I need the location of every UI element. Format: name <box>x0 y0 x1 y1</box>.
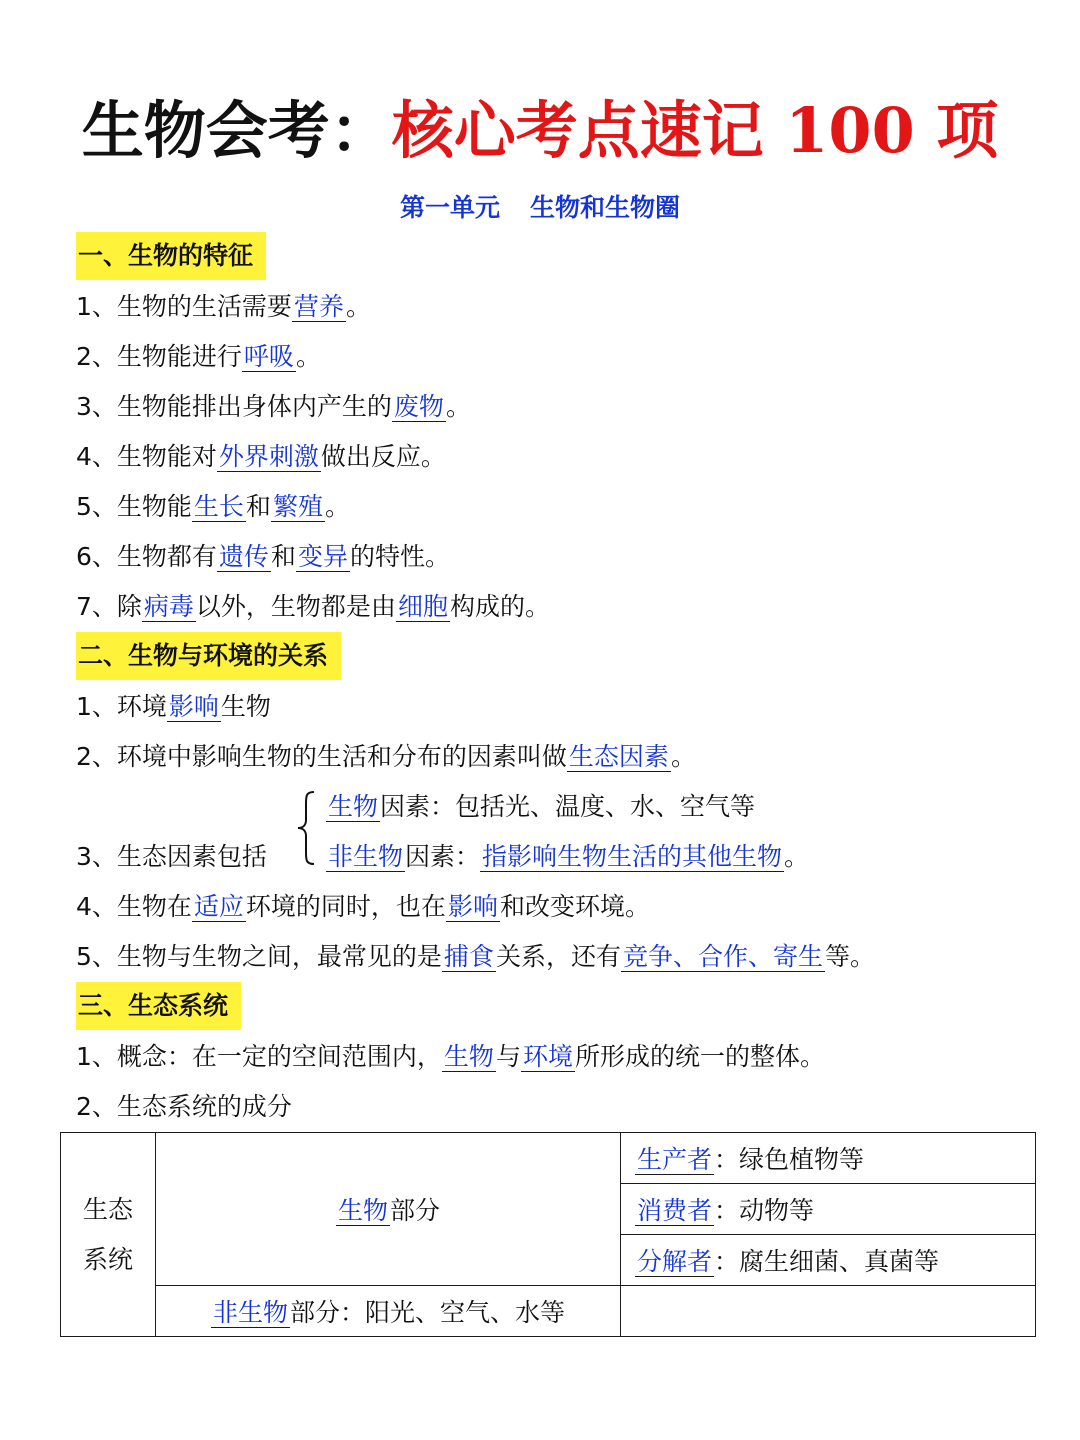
keyword: 遗传 <box>218 542 269 571</box>
s2-item-3-abio: 非生物因素：指影响生物生活的其他生物。 <box>328 842 810 871</box>
s2-item-2: 2、环境中影响生物的生活和分布的因素叫做生态因素。 <box>76 742 696 771</box>
empty-cell <box>621 1286 1036 1337</box>
section-heading-characteristics: 一、生物的特征 <box>76 232 266 280</box>
keyword: 生物 <box>328 792 379 821</box>
curly-brace-icon <box>296 790 318 866</box>
keyword: 消费者 <box>637 1196 713 1225</box>
keyword: 捕食 <box>443 942 494 971</box>
s2-item-3-bio: 生物因素：包括光、温度、水、空气等 <box>328 792 756 821</box>
s2-item-1: 1、环境影响生物 <box>76 692 271 721</box>
s1-item-3: 3、生物能排出身体内产生的废物。 <box>76 392 471 421</box>
keyword: 生物 <box>337 1196 388 1225</box>
keyword: 非生物 <box>212 1298 288 1327</box>
title-part-red: 核心考点速记 100 项 <box>391 94 999 167</box>
keyword: 竞争、合作、寄生 <box>622 942 823 971</box>
keyword: 分解者 <box>637 1247 713 1276</box>
ecosystem-label-cell: 生态 系统 <box>61 1133 156 1337</box>
unit-number: 第一单元 <box>399 193 500 222</box>
keyword: 生长 <box>193 492 244 521</box>
s1-item-6: 6、生物都有遗传和变异的特性。 <box>76 542 450 571</box>
s1-item-1: 1、生物的生活需要营养。 <box>76 292 371 321</box>
decomposer-cell: 分解者：腐生细菌、真菌等 <box>621 1235 1036 1286</box>
keyword: 生态因素 <box>568 742 669 771</box>
bio-part-cell: 生物部分 <box>156 1133 621 1286</box>
page-title <box>0 88 1080 174</box>
keyword: 生物 <box>443 1042 494 1071</box>
keyword: 环境 <box>522 1042 573 1071</box>
s3-item-1: 1、概念：在一定的空间范围内，生物与环境所形成的统一的整体。 <box>76 1042 825 1071</box>
keyword: 繁殖 <box>272 492 323 521</box>
keyword: 适应 <box>193 892 244 921</box>
keyword: 呼吸 <box>243 342 294 371</box>
section-heading-environment: 二、生物与环境的关系 <box>76 632 341 680</box>
section-heading-ecosystem: 三、生态系统 <box>76 982 241 1030</box>
s1-item-7: 7、除病毒以外，生物都是由细胞构成的。 <box>76 592 550 621</box>
keyword: 生产者 <box>637 1145 713 1174</box>
keyword: 营养 <box>293 292 344 321</box>
keyword: 非生物 <box>328 842 404 871</box>
s1-item-2: 2、生物能进行呼吸。 <box>76 342 321 371</box>
s2-item-5: 5、生物与生物之间，最常见的是捕食关系，还有竞争、合作、寄生等。 <box>76 942 875 971</box>
keyword: 变异 <box>297 542 348 571</box>
abio-part-cell: 非生物部分：阳光、空气、水等 <box>156 1286 621 1337</box>
keyword: 废物 <box>393 392 444 421</box>
unit-heading <box>0 188 1080 228</box>
s1-item-4: 4、生物能对外界刺激做出反应。 <box>76 442 446 471</box>
title-part-black: 生物会考： <box>81 94 392 167</box>
consumer-cell: 消费者：动物等 <box>621 1184 1036 1235</box>
s1-item-5: 5、生物能生长和繁殖。 <box>76 492 350 521</box>
keyword: 细胞 <box>397 592 448 621</box>
ecosystem-components-table <box>60 1132 1036 1337</box>
keyword: 影响 <box>447 892 498 921</box>
keyword: 指影响生物生活的其他生物 <box>482 842 783 871</box>
s2-item-4: 4、生物在适应环境的同时，也在影响和改变环境。 <box>76 892 650 921</box>
keyword: 病毒 <box>143 592 194 621</box>
s3-item-2: 2、生态系统的成分 <box>76 1092 292 1121</box>
s2-item-3-label: 3、生态因素包括 <box>76 842 267 871</box>
producer-cell: 生产者：绿色植物等 <box>621 1133 1036 1184</box>
keyword: 外界刺激 <box>218 442 319 471</box>
keyword: 影响 <box>168 692 219 721</box>
unit-name: 生物和生物圈 <box>530 193 681 222</box>
